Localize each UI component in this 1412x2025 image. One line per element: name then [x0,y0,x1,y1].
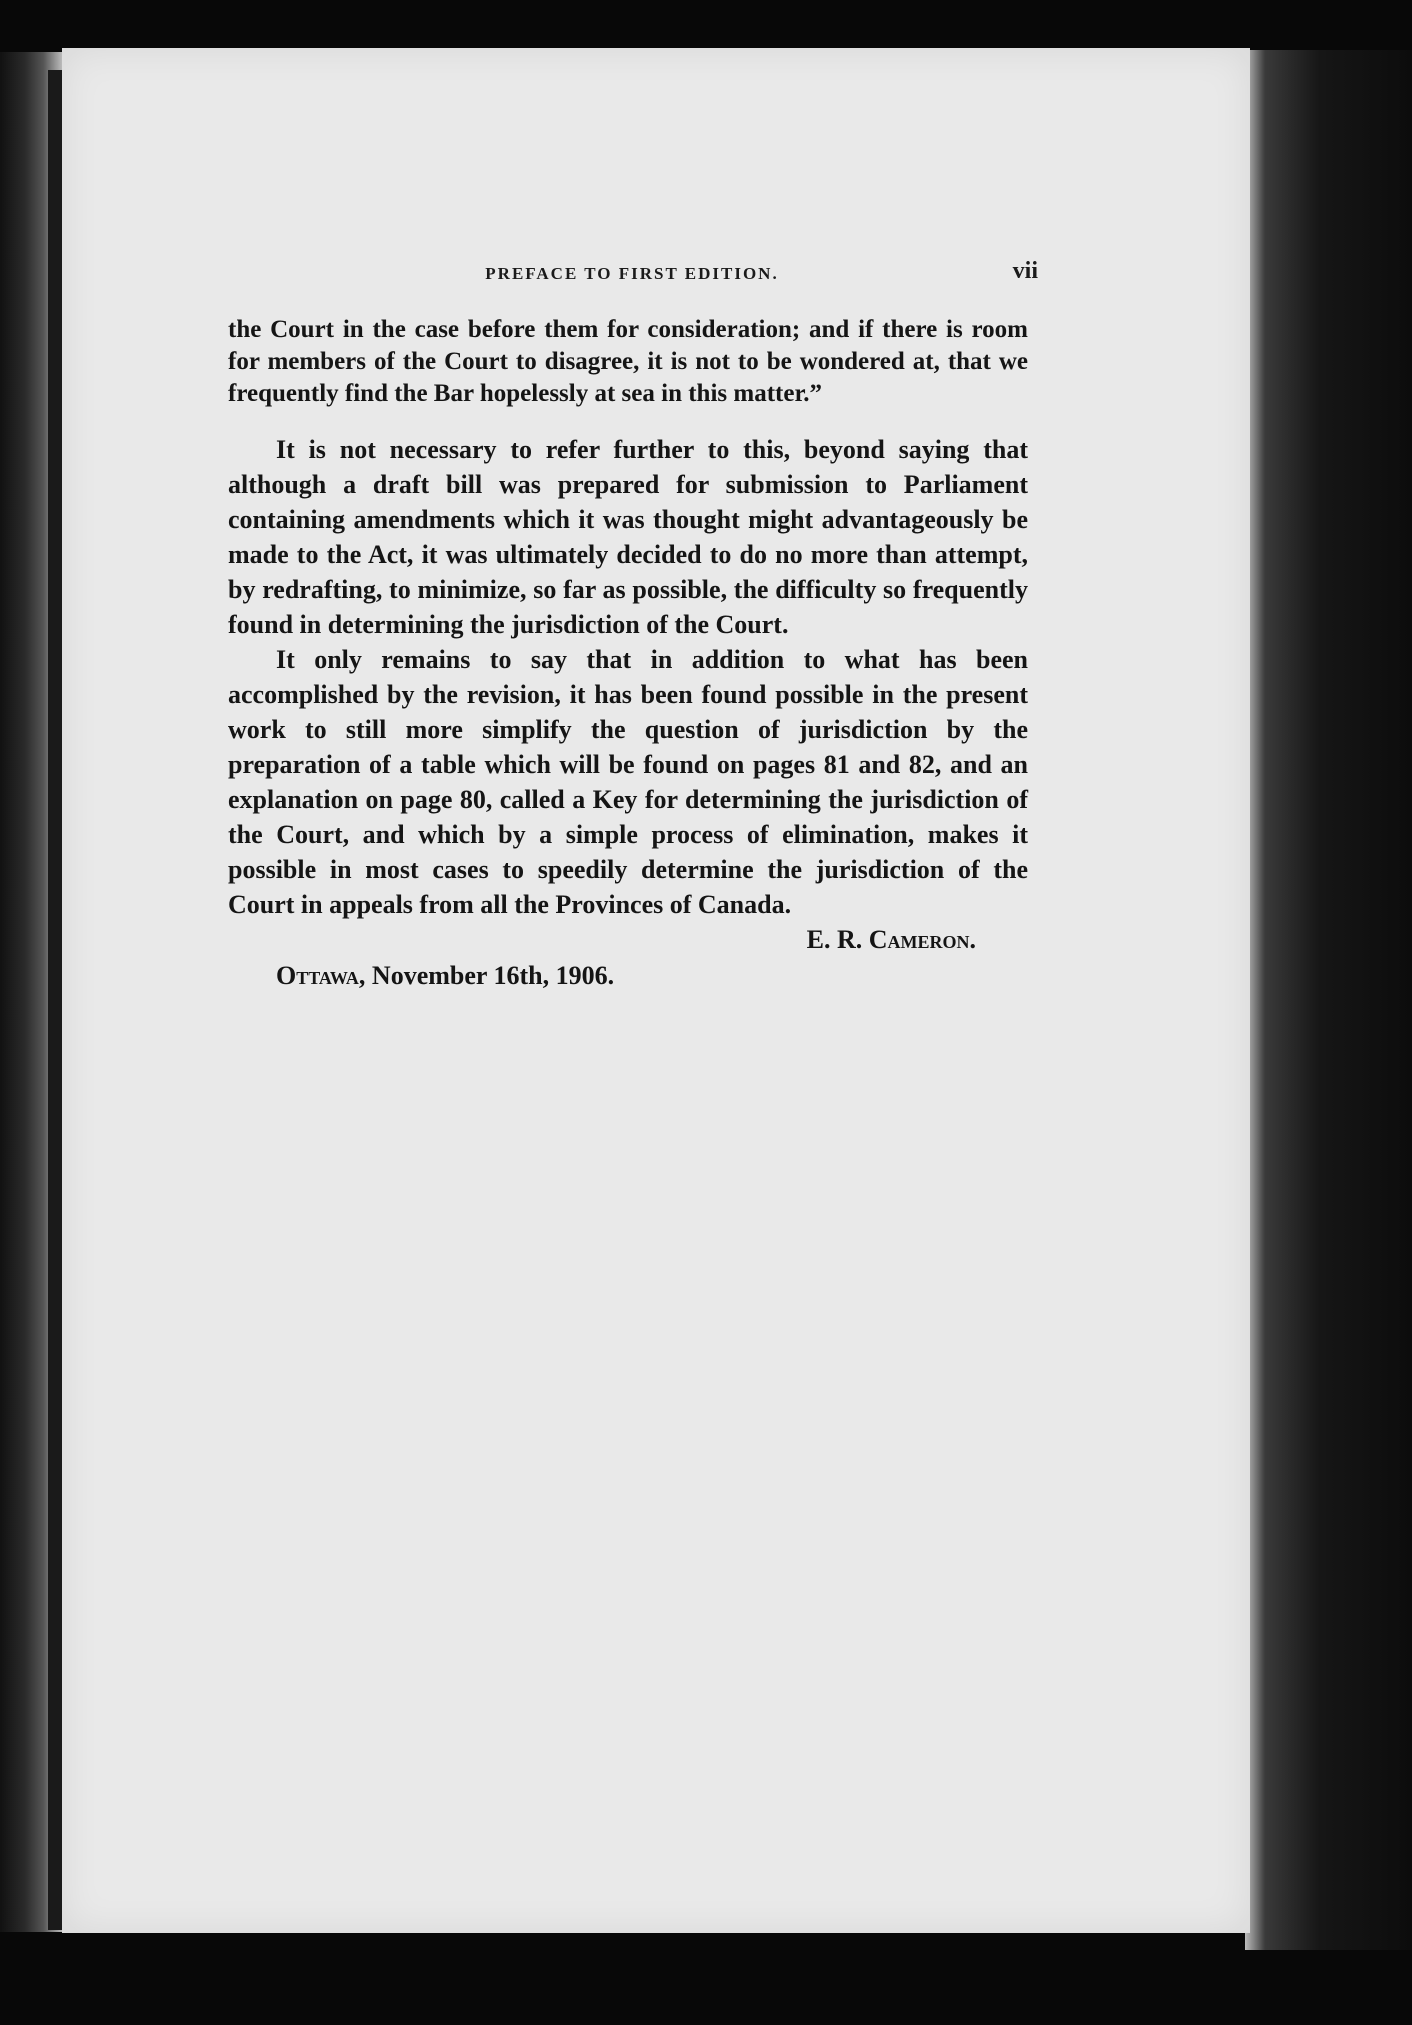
book-binding [48,70,62,1930]
dateline [228,958,1028,994]
paragraph-2: It only remains to say that in addition to what has been accomplished by the revision, it has been found possible in the present work to still more simplify the question of jurisdiction by the preparation of a table which will be found on pages 81 and 82, and an explanation on page 80, called a Key for determining the jurisdiction of the Court, and which by a simple process of elimination, makes it possible in most cases to speedily determine the jurisdiction of the Court in appeals from all the Provinces of Canada. [228,645,1028,919]
quote-paragraph: the Court in the case before them for consideration; and if there is room for members of the Court to disagree, it is not to be wondered at, that we frequently find the Bar hopelessly at sea in this matter.” [228,316,1028,407]
running-head: PREFACE TO FIRST EDITION. [485,264,779,283]
page-header [226,258,1038,288]
page-number: vii [1012,258,1038,284]
dateline-place: Ottawa, [276,961,366,990]
paragraph-1: It is not necessary to refer further to this, beyond saying that although a draft bill was prepared for submission to Parliament containing amendments which it was thought might advantageously be made to the Act, it was ultimately decided to do no more than attempt, by redrafting, to minimize, so far as possible, the difficulty so frequently found in determining the jurisdiction of the Court. [228,435,1028,639]
signature: E. R. Cameron. [806,925,976,954]
right-page-edges [1245,50,1412,1950]
page-text [228,314,1028,994]
dateline-date: November 16th, 1906. [371,961,615,990]
